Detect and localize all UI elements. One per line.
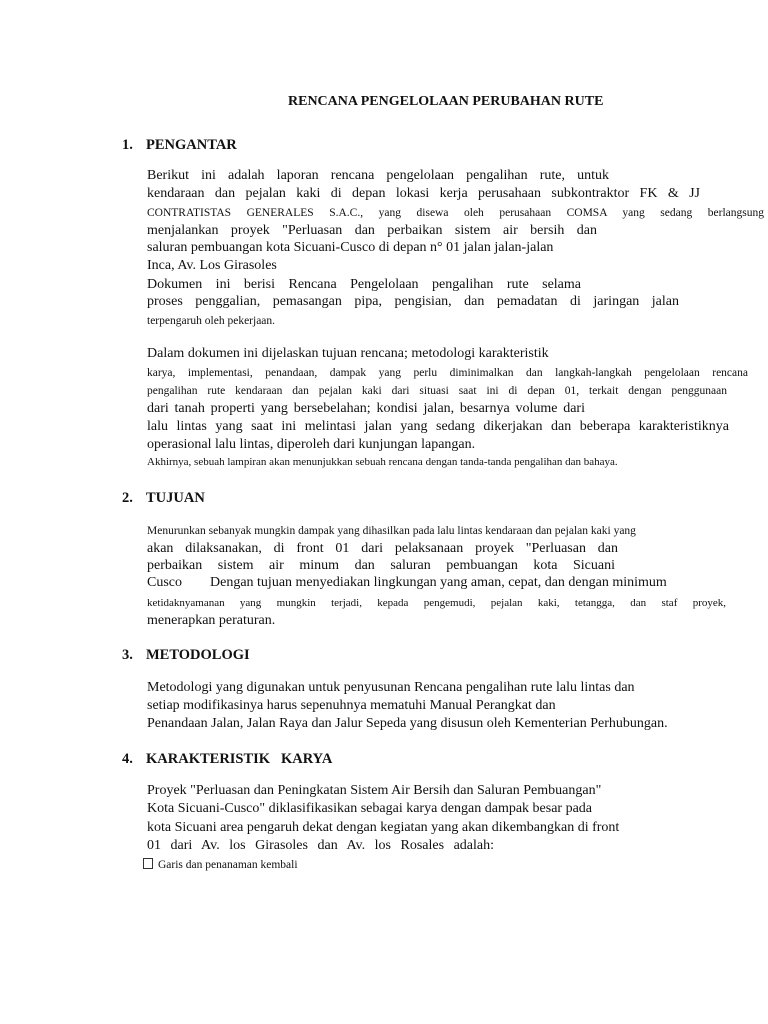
paragraph-line: Proyek "Perluasan dan Peningkatan Sistem Air Bersih dan Saluran Pembuangan" (147, 783, 602, 798)
section-title: METODOLOGI (146, 647, 250, 663)
paragraph-line: kendaraan dan pejalan kaki di depan lokasi kerja perusahaan subkontraktor FK & JJ (147, 186, 700, 201)
paragraph-line: Kota Sicuani-Cusco" diklasifikasikan sebagai karya dengan dampak besar pada (147, 801, 593, 816)
section-title: TUJUAN (146, 490, 205, 506)
paragraph-line: proses penggalian, pemasangan pipa, pengisian, dan pemadatan di jaringan jalan (147, 294, 679, 309)
paragraph-line: Cusco Dengan tujuan menyediakan lingkungan yang aman, cepat, dan dengan minimum (147, 575, 667, 590)
section-heading-karakteristik (122, 751, 332, 768)
paragraph-line: ketidaknyamanan yang mungkin terjadi, kepada pengemudi, pejalan kaki, tetangga, dan staf proyek, (147, 597, 726, 609)
section-heading-pengantar (122, 137, 237, 154)
paragraph-line: kota Sicuani area pengaruh dekat dengan kegiatan yang akan dikembangkan di front (147, 820, 620, 835)
paragraph-line: setiap modifikasinya harus sepenuhnya mematuhi Manual Perangkat dan (147, 698, 556, 713)
list-item (143, 858, 298, 871)
paragraph-line: dari tanah properti yang bersebelahan; kondisi jalan, besarnya volume dari (147, 401, 585, 416)
section-number: 4. (122, 751, 133, 767)
document-title: RENCANA PENGELOLAAN PERUBAHAN RUTE (288, 94, 604, 109)
paragraph-line: saluran pembuangan kota Sicuani-Cusco di depan n° 01 jalan jalan-jalan (147, 240, 554, 255)
paragraph-line: Penandaan Jalan, Jalan Raya dan Jalur Sepeda yang disusun oleh Kementerian Perhubungan. (147, 716, 668, 731)
section-number: 1. (122, 137, 133, 153)
paragraph-line: pengalihan rute kendaraan dan pejalan kaki dari situasi saat ini di depan 01, terkait dengan penggunaan (147, 385, 727, 397)
checkbox-icon (143, 858, 153, 869)
paragraph-line: Berikut ini adalah laporan rencana pengelolaan pengalihan rute, untuk (147, 168, 609, 183)
paragraph-line: operasional lalu lintas, diperoleh dari kunjungan lapangan. (147, 437, 476, 452)
paragraph-line: menjalankan proyek "Perluasan dan perbaikan sistem air bersih dan (147, 223, 597, 238)
section-title: PENGANTAR (146, 137, 237, 153)
section-number: 2. (122, 490, 133, 506)
paragraph-line: karya, implementasi, penandaan, dampak yang perlu diminimalkan dan langkah-langkah pengelolaan rencana (147, 367, 748, 379)
section-heading-metodologi (122, 647, 250, 664)
paragraph-line: menerapkan peraturan. (147, 613, 276, 628)
section-heading-tujuan (122, 490, 205, 507)
section-number: 3. (122, 647, 133, 663)
paragraph-line: Dalam dokumen ini dijelaskan tujuan rencana; metodologi karakteristik (147, 346, 549, 361)
paragraph-line: Menurunkan sebanyak mungkin dampak yang dihasilkan pada lalu lintas kendaraan dan pejalan kaki yang (147, 525, 636, 537)
paragraph-line: 01 dari Av. los Girasoles dan Av. los Rosales adalah: (147, 838, 494, 853)
paragraph-line: Inca, Av. Los Girasoles (147, 258, 277, 273)
paragraph-line: Metodologi yang digunakan untuk penyusunan Rencana pengalihan rute lalu lintas dan (147, 680, 635, 695)
paragraph-line: perbaikan sistem air minum dan saluran pembuangan kota Sicuani (147, 558, 615, 573)
paragraph-line: Akhirnya, sebuah lampiran akan menunjukkan sebuah rencana dengan tanda-tanda pengalihan dan bahaya. (147, 456, 618, 468)
section-title: KARAKTERISTIK KARYA (146, 751, 333, 767)
paragraph-line: terpengaruh oleh pekerjaan. (147, 315, 276, 327)
paragraph-line: lalu lintas yang saat ini melintasi jalan yang sedang dikerjakan dan beberapa karakteristiknya (147, 419, 729, 434)
list-item-text: Garis dan penanaman kembali (158, 859, 298, 871)
paragraph-line: Dokumen ini berisi Rencana Pengelolaan pengalihan rute selama (147, 277, 581, 292)
paragraph-line: akan dilaksanakan, di front 01 dari pelaksanaan proyek "Perluasan dan (147, 541, 618, 556)
paragraph-line: CONTRATISTAS GENERALES S.A.C., yang disewa oleh perusahaan COMSA yang sedang berlangsung (147, 207, 764, 219)
